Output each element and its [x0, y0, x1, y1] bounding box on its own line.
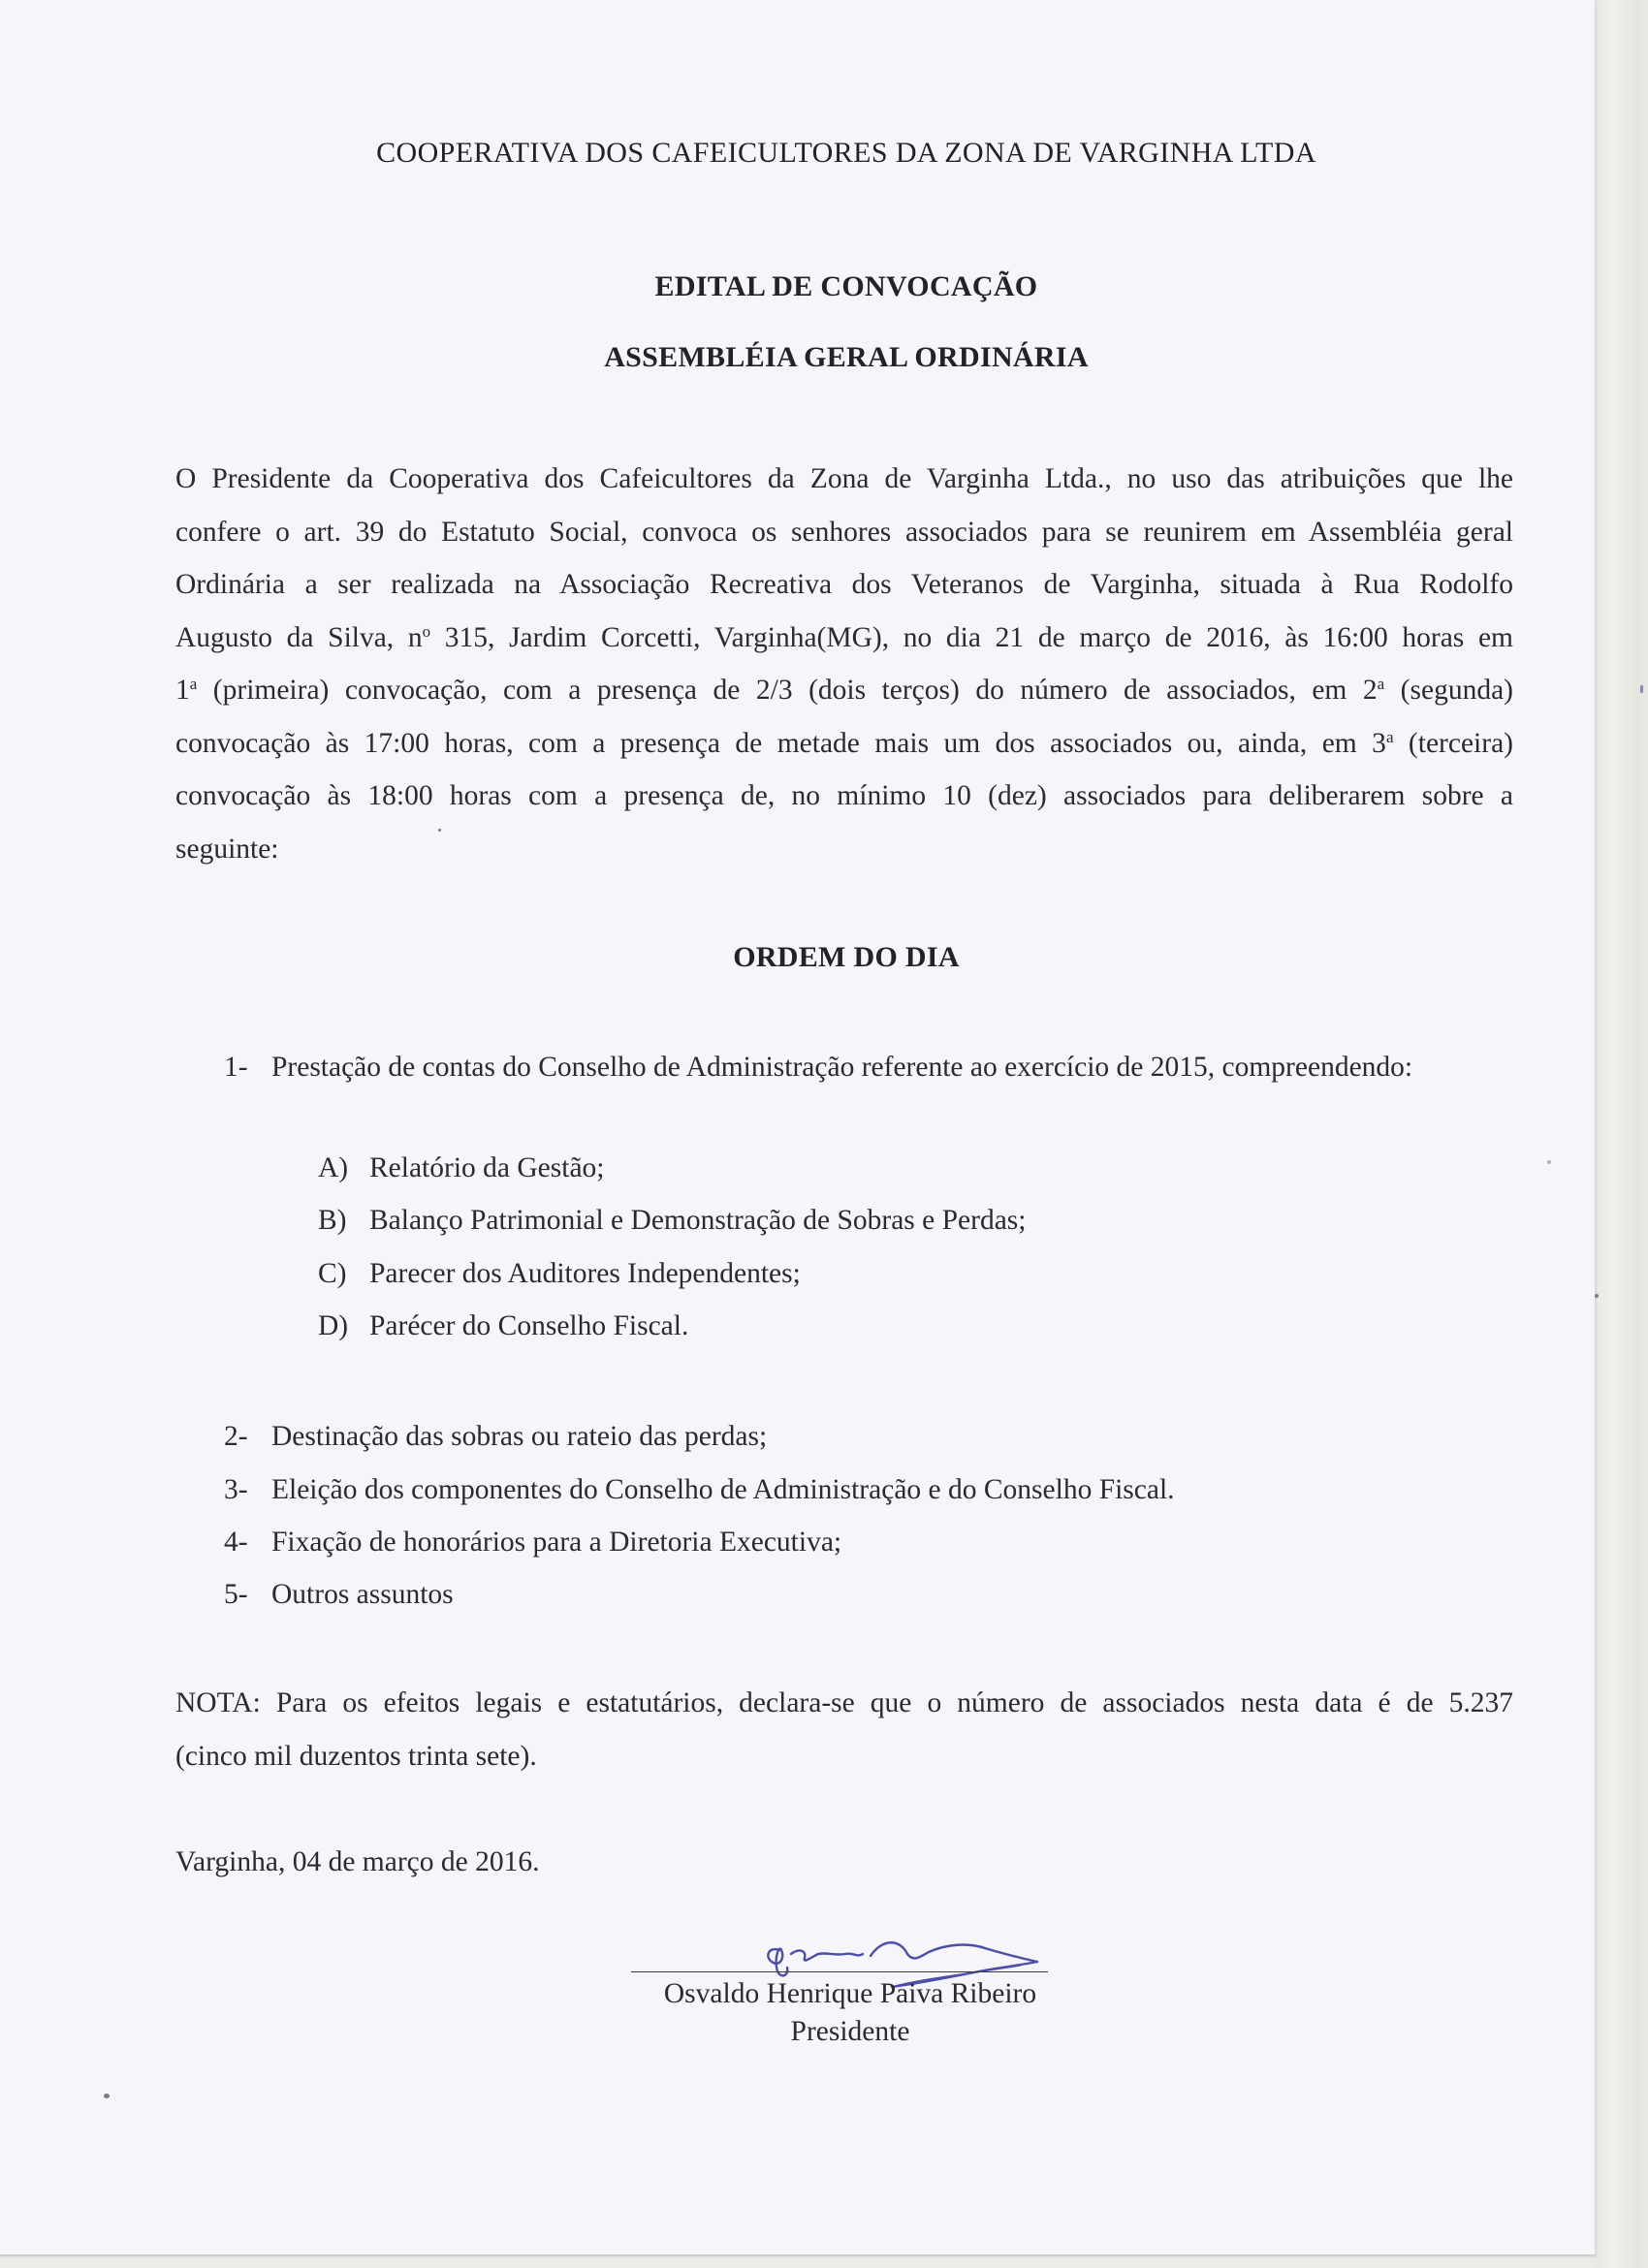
line-text: Augusto da Silva, n — [175, 621, 423, 653]
line-text: 1 — [175, 675, 190, 706]
agenda-item-text: Outros assuntos — [271, 1579, 454, 1610]
ordinal-superscript: a — [189, 675, 198, 693]
agenda-item-text: Eleição dos componentes do Conselho de Administração e do Conselho Fiscal. — [271, 1474, 1175, 1505]
signatory-role: Presidente — [790, 2016, 910, 2047]
agenda-item-number: 5- — [224, 1579, 248, 1610]
line-text: (segunda) — [1384, 675, 1513, 706]
ordinal-superscript: a — [1377, 675, 1385, 693]
convocation-paragraph — [175, 453, 1513, 875]
agenda-item-text: Destinação das sobras ou rateio das perdas; — [271, 1421, 768, 1452]
subitem-text: Parecer dos Auditores Independentes; — [369, 1258, 801, 1289]
note-line: NOTA: Para os efeitos legais e estatutários, declara-se que o número de associados nesta data é de 5.237 — [175, 1687, 1513, 1718]
paragraph-line — [175, 664, 1513, 717]
line-text: (terceira) — [1393, 727, 1513, 759]
scan-speck — [438, 829, 441, 832]
paragraph-line: seguinte: — [175, 833, 279, 865]
paragraph-line: confere o art. 39 do Estatuto Social, convoca os senhores associados para se reunirem em Assembléia geral — [175, 516, 1513, 548]
line-text: convocação às 17:00 horas, com a presença de metade mais um dos associados ou, ainda, em 3 — [175, 727, 1386, 759]
ordinal-superscript: a — [1385, 727, 1394, 746]
agenda-item-number: 1- — [224, 1052, 248, 1083]
subitem-text: Balanço Patrimonial e Demonstração de Sobras e Perdas; — [369, 1205, 1027, 1236]
paragraph-line — [175, 612, 1513, 665]
scan-speck — [1595, 1294, 1599, 1298]
subitem-text: Parécer do Conselho Fiscal. — [369, 1310, 689, 1341]
scan-speck — [104, 2094, 110, 2098]
scan-speck — [1640, 685, 1643, 693]
paragraph-line — [175, 717, 1513, 771]
paragraph-line: Ordinária a ser realizada na Associação Recreativa dos Veteranos de Varginha, situada à Rua Rodolfo — [175, 569, 1513, 600]
scanner-background — [1595, 0, 1648, 2268]
agenda-item-number: 4- — [224, 1527, 248, 1558]
paragraph-line: O Presidente da Cooperativa dos Cafeicultores da Zona de Varginha Ltda., no uso das atribuições que lhe — [175, 463, 1513, 494]
signature-line — [631, 1971, 1048, 1972]
place-and-date: Varginha, 04 de março de 2016. — [175, 1846, 540, 1877]
agenda-item-number: 2- — [224, 1421, 248, 1452]
assembly-heading: ASSEMBLÉIA GERAL ORDINÁRIA — [604, 341, 1089, 373]
agenda-item-number: 3- — [224, 1474, 248, 1505]
note-line: (cinco mil duzentos trinta sete). — [175, 1741, 537, 1772]
signature-stroke — [791, 1951, 863, 1961]
ordinal-superscript: o — [422, 621, 431, 641]
agenda-item-text: Fixação de honorários para a Diretoria Executiva; — [271, 1527, 842, 1558]
subitem-letter: D) — [318, 1310, 349, 1341]
notice-heading: EDITAL DE CONVOCAÇÃO — [654, 270, 1038, 302]
scan-speck — [1547, 1160, 1551, 1164]
agenda-heading: ORDEM DO DIA — [733, 941, 960, 973]
signature-stroke — [871, 1942, 1037, 1962]
subitem-letter: C) — [318, 1258, 347, 1289]
subitem-letter: B) — [318, 1205, 347, 1236]
subitem-text: Relatório da Gestão; — [369, 1152, 605, 1183]
subitem-letter: A) — [318, 1152, 349, 1183]
paragraph-line: convocação às 18:00 horas com a presença de, no mínimo 10 (dez) associados para deliberarem sobre a — [175, 780, 1513, 811]
signatory-name: Osvaldo Henrique Paiva Ribeiro — [663, 1978, 1037, 2009]
company-title: COOPERATIVA DOS CAFEICULTORES DA ZONA DE VARGINHA LTDA — [376, 137, 1316, 169]
line-text: (primeira) convocação, com a presença de 2/3 (dois terços) do número de associados, em 2 — [197, 675, 1378, 706]
agenda-item-text: Prestação de contas do Conselho de Administração referente ao exercício de 2015, compreendendo: — [271, 1052, 1413, 1083]
line-text: 315, Jardim Corcetti, Varginha(MG), no dia 21 de março de 2016, às 16:00 horas em — [430, 621, 1513, 653]
